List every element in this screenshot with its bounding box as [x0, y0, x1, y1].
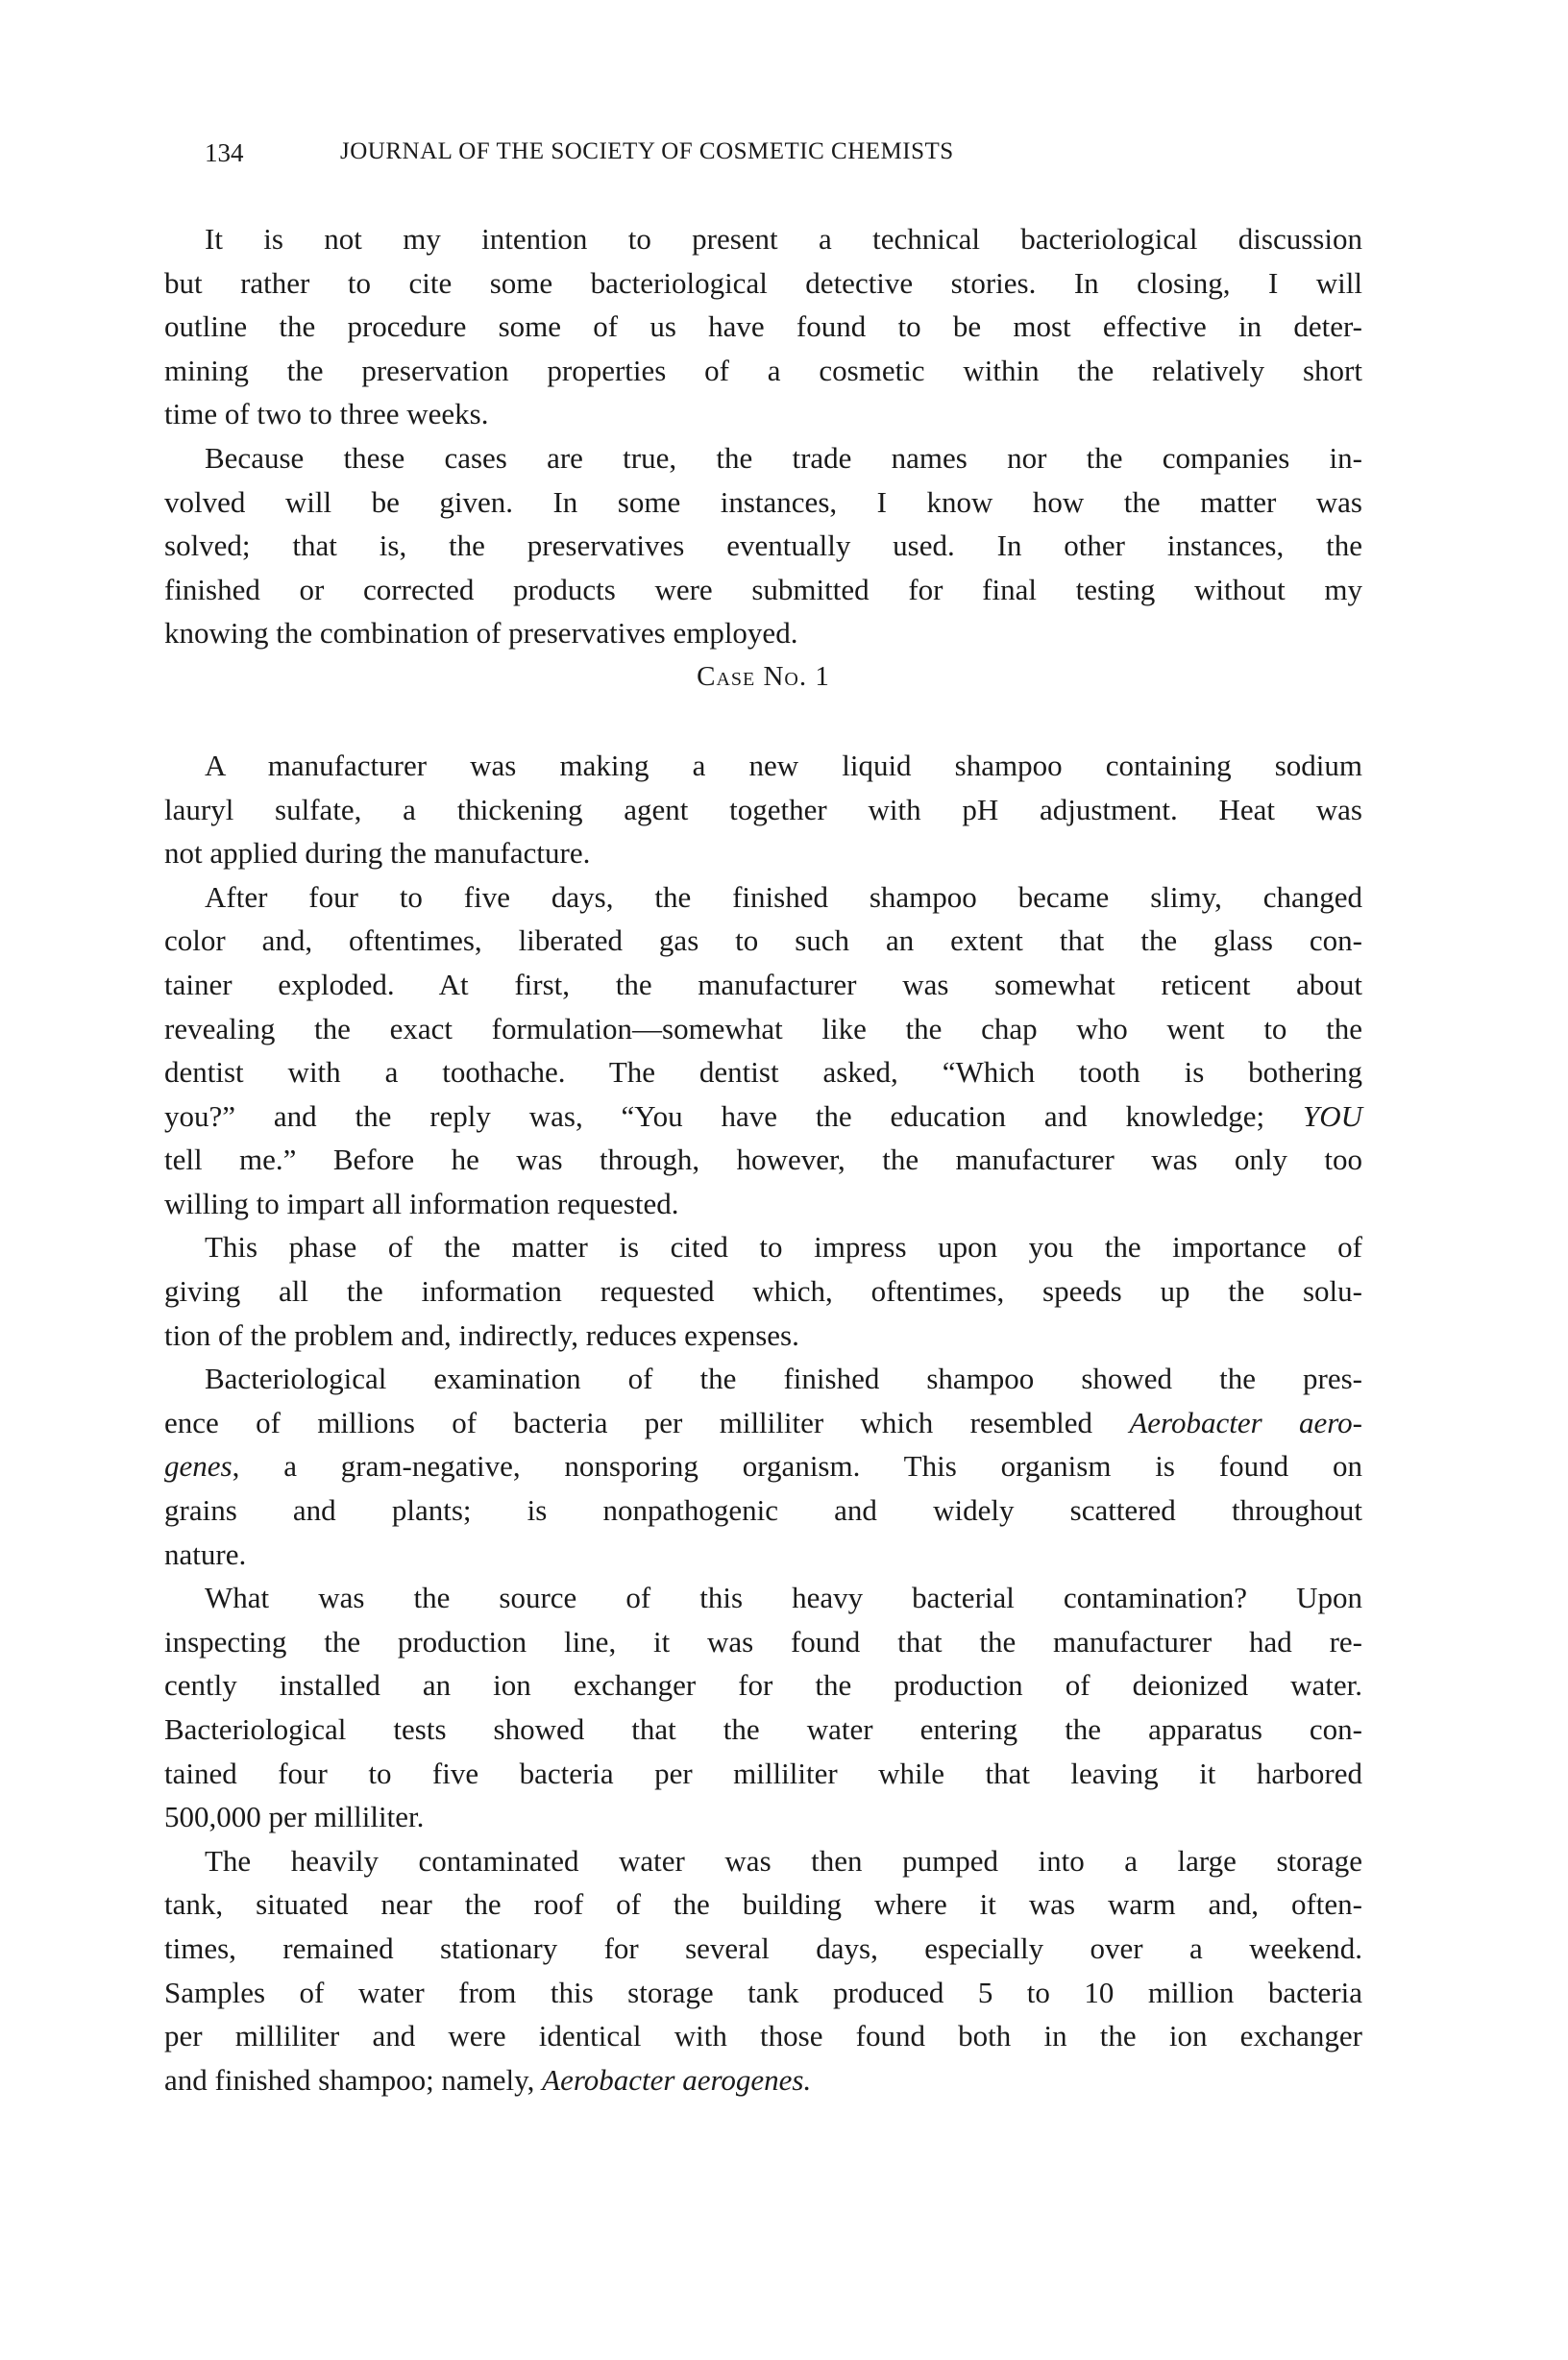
- text-line: The heavily contaminated water was then pumped into a large storage: [205, 1843, 1362, 1878]
- text-line: mining the preservation properties of a cosmetic within the relatively short: [164, 353, 1362, 387]
- text-line: [164, 1444, 1362, 1488]
- text-line: per milliliter and were identical with those found both in the ion exchanger: [164, 2019, 1362, 2053]
- text-line: [164, 2058, 1362, 2102]
- paragraph: [164, 744, 1362, 875]
- text-line: willing to impart all information requested.: [164, 1186, 679, 1220]
- text-line: tion of the problem and, indirectly, reduces expenses.: [164, 1317, 799, 1352]
- text-segment: , a gram-negative, nonsporing organism. This organism is found on: [232, 1449, 1362, 1484]
- text-line: not applied during the manufacture.: [164, 836, 591, 871]
- paragraph: [164, 1839, 1362, 2102]
- section-heading: Case No. 1: [697, 660, 830, 692]
- text-line: grains and plants; is nonpathogenic and widely scattered throughout: [164, 1493, 1362, 1528]
- running-header: JOURNAL OF THE SOCIETY OF COSMETIC CHEMISTS: [340, 138, 954, 164]
- text-line: dentist with a toothache. The dentist asked, “Which tooth is bothering: [164, 1055, 1362, 1090]
- text-line: nature.: [164, 1536, 247, 1571]
- text-segment: you?” and the reply was, “You have the education and knowledge;: [164, 1098, 1303, 1133]
- text-line: Because these cases are true, the trade names nor the companies in-: [205, 440, 1362, 475]
- text-line: revealing the exact formulation—somewhat like the chap who went to the: [164, 1011, 1362, 1045]
- text-line: finished or corrected products were submitted for final testing without my: [164, 572, 1362, 606]
- text-segment: ence of millions of bacteria per milliliter which resembled: [164, 1405, 1130, 1439]
- page-number: 134: [205, 138, 244, 167]
- text-line: tank, situated near the roof of the building where it was warm and, often-: [164, 1887, 1362, 1922]
- paragraph: [164, 436, 1362, 655]
- text-line: 500,000 per milliliter.: [164, 1800, 425, 1834]
- text-line: but rather to cite some bacteriological detective stories. In closing, I will: [164, 265, 1362, 300]
- italic-text: YOU: [1302, 1098, 1362, 1133]
- text-line: tained four to five bacteria per milliliter while that leaving it harbored: [164, 1756, 1362, 1790]
- text-line: times, remained stationary for several days, especially over a weekend.: [164, 1930, 1362, 1965]
- text-line: After four to five days, the finished shampoo became slimy, changed: [205, 879, 1362, 914]
- text-line: Bacteriological examination of the finished shampoo showed the pres-: [205, 1362, 1362, 1396]
- text-line: outline the procedure some of us have found to be most effective in deter-: [164, 309, 1362, 344]
- italic-text: Aerobacter aero-: [1129, 1405, 1362, 1439]
- paragraph: [164, 1576, 1362, 1839]
- text-line: time of two to three weeks.: [164, 397, 489, 431]
- text-line: tainer exploded. At first, the manufacturer was somewhat reticent about: [164, 967, 1362, 1001]
- text-line: It is not my intention to present a technical bacteriological discussion: [205, 222, 1362, 256]
- text-segment: and finished shampoo; namely,: [164, 2062, 543, 2097]
- text-line: lauryl sulfate, a thickening agent together with pH adjustment. Heat was: [164, 792, 1362, 826]
- text-line: volved will be given. In some instances, I know how the matter was: [164, 484, 1362, 519]
- text-line: inspecting the production line, it was found that the manufacturer had re-: [164, 1624, 1362, 1659]
- italic-text: genes: [164, 1449, 233, 1484]
- text-line: color and, oftentimes, liberated gas to such an extent that the glass con-: [164, 923, 1362, 958]
- text-line: solved; that is, the preservatives eventually used. In other instances, the: [164, 529, 1362, 563]
- text-line: Bacteriological tests showed that the water entering the apparatus con-: [164, 1712, 1362, 1746]
- text-line: [164, 1401, 1362, 1445]
- text-line: knowing the combination of preservatives employed.: [164, 616, 798, 651]
- article-body: [164, 217, 1362, 2102]
- paragraph: [164, 875, 1362, 1226]
- text-line: This phase of the matter is cited to impress upon you the importance of: [205, 1230, 1362, 1265]
- text-line: tell me.” Before he was through, however, the manufacturer was only too: [164, 1143, 1362, 1177]
- text-line: Samples of water from this storage tank produced 5 to 10 million bacteria: [164, 1975, 1362, 2009]
- text-line: [164, 1094, 1362, 1139]
- text-line: giving all the information requested which, oftentimes, speeds up the solu-: [164, 1274, 1362, 1309]
- paragraph: [164, 1357, 1362, 1576]
- text-line: cently installed an ion exchanger for the production of deionized water.: [164, 1668, 1362, 1703]
- paragraph: [164, 1225, 1362, 1357]
- paragraph: [164, 217, 1362, 436]
- italic-text: Aerobacter aerogenes.: [542, 2062, 812, 2097]
- text-line: What was the source of this heavy bacterial contamination? Upon: [205, 1581, 1362, 1615]
- text-line: A manufacturer was making a new liquid shampoo containing sodium: [205, 748, 1362, 782]
